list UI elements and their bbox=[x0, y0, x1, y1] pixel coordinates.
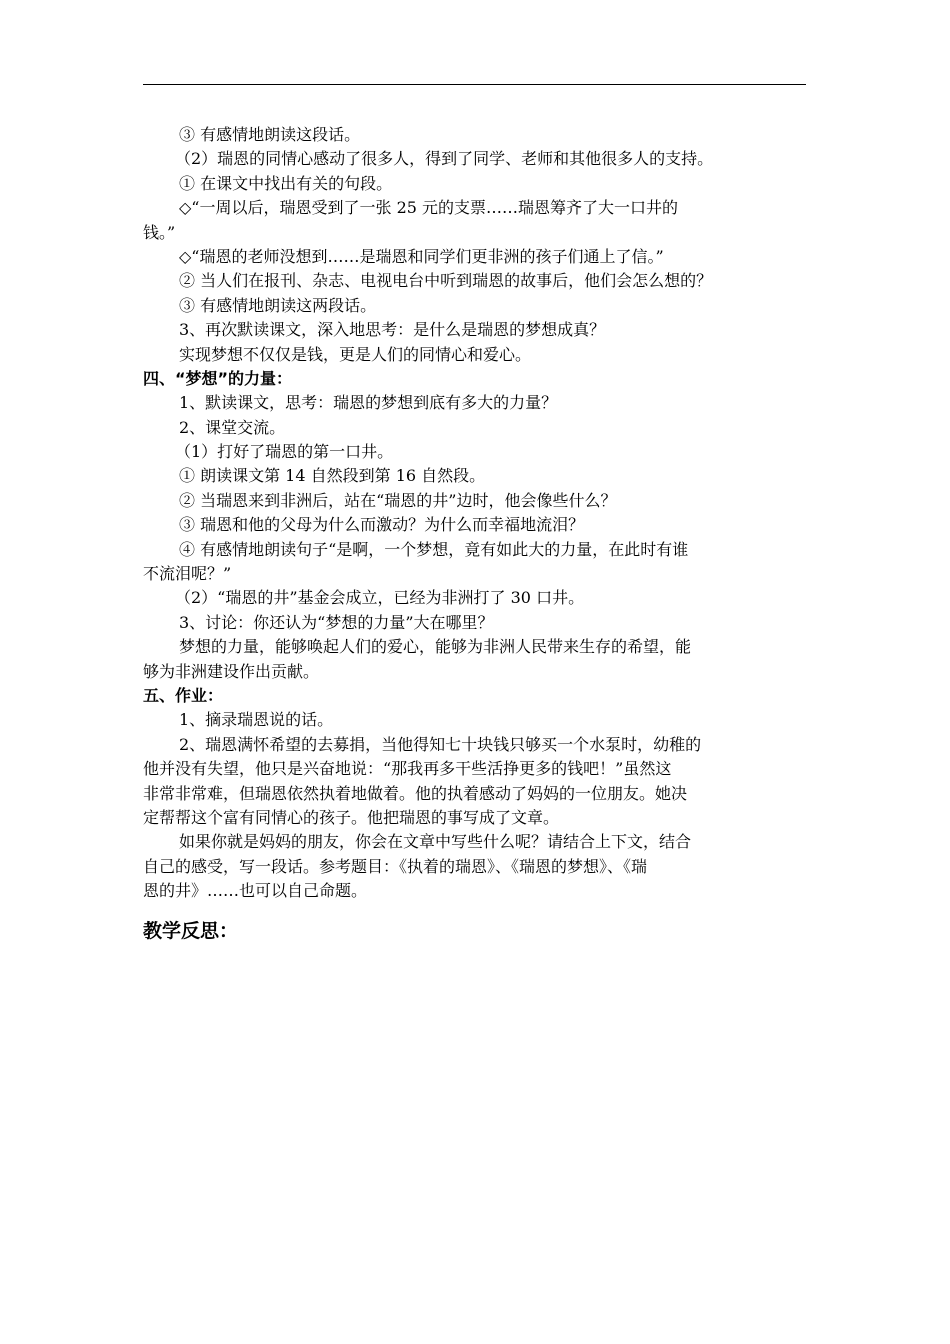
text-line: 非常非常难，但瑞恩依然执着地做着。他的执着感动了妈妈的一位朋友。她决 bbox=[143, 783, 688, 803]
text-line: ④ 有感情地朗读句子“是啊，一个梦想，竟有如此大的力量，在此时有谁 bbox=[179, 539, 689, 559]
text-line: ② 当瑞恩来到非洲后，站在“瑞恩的井”边时，他会像些什么？ bbox=[179, 490, 617, 510]
text-line: ◇“瑞恩的老师没想到……是瑞恩和同学们更非洲的孩子们通上了信。” bbox=[179, 246, 664, 266]
text-line: 3、讨论：你还认为“梦想的力量”大在哪里？ bbox=[179, 612, 494, 632]
text-line: 如果你就是妈妈的朋友，你会在文章中写些什么呢？请结合上下文，结合 bbox=[179, 832, 692, 852]
text-line: ① 在课文中找出有关的句段。 bbox=[179, 173, 393, 193]
text-line: （2）“瑞恩的井”基金会成立，已经为非洲打了 30 口井。 bbox=[175, 588, 585, 608]
text-line: 够为非洲建设作出贡献。 bbox=[143, 661, 320, 681]
text-line: ◇“一周以后，瑞恩受到了一张 25 元的支票……瑞恩筹齐了大一口井的 bbox=[179, 198, 679, 218]
text-line: 1、默读课文，思考：瑞恩的梦想到底有多大的力量？ bbox=[179, 393, 558, 413]
text-line: ③ 瑞恩和他的父母为什么而激动？为什么而幸福地流泪？ bbox=[179, 515, 585, 535]
document-body bbox=[143, 123, 813, 944]
section-heading: 五、作业： bbox=[143, 685, 224, 705]
text-line: 他并没有失望，他只是兴奋地说：“那我再多干些活挣更多的钱吧！”虽然这 bbox=[143, 759, 672, 779]
text-line: ③ 有感情地朗读这段话。 bbox=[179, 125, 361, 144]
text-line: ③ 有感情地朗读这两段话。 bbox=[179, 295, 377, 315]
text-line: （2）瑞恩的同情心感动了很多人，得到了同学、老师和其他很多人的支持。 bbox=[175, 149, 714, 169]
text-line: 2、课堂交流。 bbox=[179, 417, 286, 437]
section-heading: 四、“梦想”的力量： bbox=[143, 368, 293, 388]
reflection-heading: 教学反思： bbox=[143, 919, 239, 942]
header-rule bbox=[143, 84, 806, 85]
text-line: 1、摘录瑞恩说的话。 bbox=[179, 710, 334, 730]
text-line: （1）打好了瑞恩的第一口井。 bbox=[175, 442, 394, 462]
text-line: 自己的感受，写一段话。参考题目：《执着的瑞恩》、《瑞恩的梦想》、《瑞 bbox=[143, 856, 648, 876]
text-line: 定帮帮这个富有同情心的孩子。他把瑞恩的事写成了文章。 bbox=[143, 807, 560, 827]
text-line: 梦想的力量，能够唤起人们的爱心，能够为非洲人民带来生存的希望，能 bbox=[179, 637, 692, 657]
text-line: 钱。” bbox=[143, 222, 176, 242]
text-line: 2、瑞恩满怀希望的去募捐，当他得知七十块钱只够买一个水泵时，幼稚的 bbox=[179, 734, 702, 754]
text-line: 不流泪呢？” bbox=[143, 564, 232, 584]
text-line: ① 朗读课文第 14 自然段到第 16 自然段。 bbox=[179, 466, 486, 486]
text-line: ② 当人们在报刊、杂志、电视电台中听到瑞恩的故事后，他们会怎么想的？ bbox=[179, 271, 713, 291]
text-line: 3、再次默读课文，深入地思考：是什么是瑞恩的梦想成真？ bbox=[179, 320, 606, 340]
text-line: 恩的井》……也可以自己命题。 bbox=[143, 881, 368, 901]
text-line: 实现梦想不仅仅是钱，更是人们的同情心和爱心。 bbox=[179, 344, 532, 364]
